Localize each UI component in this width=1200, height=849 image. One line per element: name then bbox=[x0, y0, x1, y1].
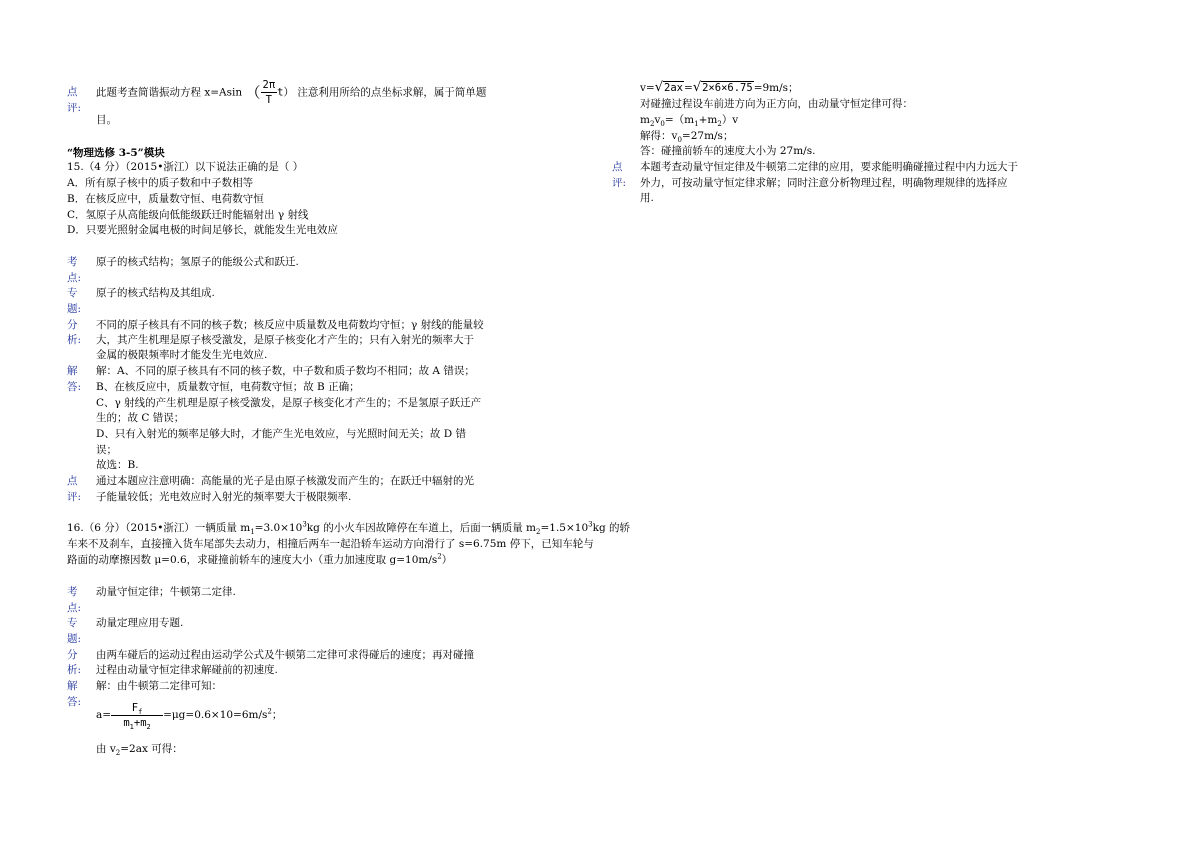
q14-t: t） bbox=[277, 86, 294, 99]
q15-fenxi-label-2: 析: bbox=[67, 334, 82, 346]
q15-jieda-line6: 误； bbox=[96, 444, 117, 456]
q14-fraction-den: T bbox=[265, 94, 272, 106]
q16-accel-formula bbox=[96, 697, 282, 733]
q15-jieda-line2: B、在核反应中，质量数守恒，电荷数守恒；故 B 正确； bbox=[96, 381, 360, 393]
formula-text: m bbox=[123, 716, 130, 729]
comment-label-2: 评: bbox=[67, 102, 82, 114]
q15-zhuanti: 原子的核式结构及其组成. bbox=[96, 287, 215, 299]
formula-text: +m bbox=[698, 114, 718, 126]
q16-zhuanti: 动量定理应用专题. bbox=[96, 617, 184, 629]
formula-text: = bbox=[684, 82, 693, 94]
formula-text: =9m/s； bbox=[753, 82, 799, 94]
q16-fenxi-label-1: 分 bbox=[67, 649, 78, 661]
q15-option-a: A．所有原子核中的质子数和中子数相等 bbox=[67, 177, 254, 189]
velocity-formula bbox=[640, 80, 799, 96]
right-dianping-label-1: 点 bbox=[612, 161, 623, 173]
formula-text: F bbox=[131, 701, 139, 714]
q16-kaodian: 动量守恒定律；牛顿第二定律. bbox=[96, 586, 236, 598]
formula-text: m bbox=[640, 114, 650, 126]
subscript: f bbox=[138, 707, 143, 716]
q14-comment-post: 注意利用所给的点坐标求解，属于简单题 bbox=[297, 86, 487, 99]
formula-text: 解得：v bbox=[640, 130, 678, 142]
q14-comment-line2: 目。 bbox=[96, 114, 117, 126]
q16-zhuanti-label-2: 题: bbox=[67, 633, 82, 645]
formula-text: 由 v bbox=[96, 743, 116, 755]
formula-text: v bbox=[654, 114, 661, 126]
q16-v2-line bbox=[96, 741, 183, 757]
section-title: “物理选修 3-5”模块 bbox=[67, 147, 165, 159]
q16-jieda-label-1: 解 bbox=[67, 680, 78, 692]
q16-zhuanti-label-1: 专 bbox=[67, 617, 78, 629]
subscript: 1 bbox=[250, 528, 255, 537]
q15-fenxi-line3: 金属的极限频率时才能发生光电效应. bbox=[96, 349, 268, 361]
superscript: 3 bbox=[588, 520, 593, 529]
q15-kaodian-label-2: 点: bbox=[67, 272, 82, 284]
q15-option-b: B．在核反应中，质量数守恒、电荷数守恒 bbox=[67, 193, 264, 205]
q14-comment-pre: 此题考查简谐振动方程 x=Asin bbox=[96, 86, 243, 99]
formula-text: +m bbox=[133, 716, 147, 729]
right-dianping-line3: 用. bbox=[640, 192, 654, 204]
formula-text: =27m/s； bbox=[681, 130, 734, 142]
subscript: 2 bbox=[536, 528, 541, 537]
superscript: 2 bbox=[437, 552, 442, 561]
q16-text: 16.（6 分）（2015•浙江）一辆质量 m bbox=[67, 522, 251, 534]
q16-text: =1.5×10 bbox=[540, 522, 589, 534]
q14-comment-line1 bbox=[96, 78, 486, 107]
subscript: 1 bbox=[129, 722, 134, 731]
accel-fraction-num bbox=[111, 701, 163, 716]
q16-jieda-label-2: 答: bbox=[67, 696, 82, 708]
accel-fraction bbox=[111, 701, 163, 730]
formula-text: =2ax 可得： bbox=[120, 743, 183, 755]
superscript: 3 bbox=[302, 520, 307, 529]
superscript: 2 bbox=[267, 707, 272, 716]
right-dianping-line1: 本题考查动量守恒定律及牛顿第二定律的应用，要求能明确碰撞过程中内力远大于 bbox=[640, 161, 1018, 173]
q15-dianping-line2: 子能量较低；光电效应时入射光的频率要大于极限频率. bbox=[96, 491, 352, 503]
sqrt-content-2: 2×6×6.75 bbox=[702, 82, 753, 94]
q15-zhuanti-label-1: 专 bbox=[67, 287, 78, 299]
q16-stem-line2: 车来不及刹车，直接撞入货车尾部失去动力，相撞后两车一起沿轿车运动方向滑行了 s=6.75m 停下，已知车轮与 bbox=[67, 538, 594, 550]
sqrt-sign: √ bbox=[692, 80, 702, 95]
subscript: 2 bbox=[649, 120, 655, 129]
q16-fenxi-label-2: 析: bbox=[67, 664, 82, 676]
subscript: 0 bbox=[677, 136, 682, 145]
right-dianping-label-2: 评: bbox=[612, 177, 627, 189]
q15-zhuanti-label-2: 题: bbox=[67, 303, 82, 315]
q15-dianping-label-1: 点 bbox=[67, 475, 78, 487]
q15-jieda-label-2: 答: bbox=[67, 381, 82, 393]
subscript: 0 bbox=[660, 120, 665, 129]
q15-jieda-line3: C、γ 射线的产生机理是原子核受激发，是原子核变化才产生的；不是氢原子跃迁产 bbox=[96, 397, 482, 409]
q14-fraction-num: 2π bbox=[262, 79, 276, 91]
q16-fenxi-line2: 过程由动量守恒定律求解碰前的初速度. bbox=[96, 664, 278, 676]
q15-dianping-line1: 通过本题应注意明确：高能量的光子是由原子核激发而产生的；在跃迁中辐射的光 bbox=[96, 475, 474, 487]
q15-jieda-line7: 故选：B. bbox=[96, 459, 139, 471]
formula-text: a= bbox=[96, 709, 112, 721]
q15-jieda-line1: 解：A、不同的原子核具有不同的核子数，中子数和质子数均不相同；故 A 错误； bbox=[96, 365, 475, 377]
subscript: 2 bbox=[115, 749, 121, 758]
q16-text: =3.0×10 bbox=[254, 522, 303, 534]
q15-dianping-label-2: 评: bbox=[67, 491, 82, 503]
q15-jieda-line4: 生的；故 C 错误； bbox=[96, 412, 185, 424]
formula-text: v= bbox=[640, 82, 655, 94]
sqrt-sign: √ bbox=[654, 80, 664, 95]
right-dianping-line2: 外力，可按动量守恒定律求解；同时注意分析物理过程，明确物理规律的选择应 bbox=[640, 177, 1008, 189]
q16-text: ） bbox=[441, 554, 453, 566]
q15-stem: 15.（4 分）（2015•浙江）以下说法正确的是（ ） bbox=[67, 161, 304, 173]
momentum-intro: 对碰撞过程设车前进方向为正方向，由动量守恒定律可得： bbox=[640, 98, 913, 110]
momentum-equation bbox=[640, 112, 738, 128]
q15-jieda-line5: D、只有入射光的频率足够大时，才能产生光电效应，与光照时间无关；故 D 错 bbox=[96, 428, 467, 440]
q15-option-d: D．只要光照射金属电极的时间足够长，就能发生光电效应 bbox=[67, 224, 338, 236]
paren-open: （ bbox=[245, 83, 261, 102]
q16-kaodian-label-2: 点: bbox=[67, 602, 82, 614]
accel-fraction-den bbox=[111, 716, 163, 730]
formula-text: ； bbox=[271, 709, 283, 721]
q15-fenxi-line1: 不同的原子核具有不同的核子数；核反应中质量数及电荷数均守恒；γ 射线的能量较 bbox=[96, 319, 484, 331]
q16-stem-line3 bbox=[67, 552, 452, 568]
q16-fenxi-line1: 由两车碰后的运动过程由运动学公式及牛顿第二定律可求得碰后的速度；再对碰撞 bbox=[96, 649, 474, 661]
q15-kaodian-label-1: 考 bbox=[67, 256, 78, 268]
q16-jieda-line1: 解：由牛顿第二定律可知： bbox=[96, 680, 222, 692]
q15-option-c: C．氢原子从高能级向低能级跃迁时能辐射出 γ 射线 bbox=[67, 209, 309, 221]
q15-jieda-label-1: 解 bbox=[67, 365, 78, 377]
q15-fenxi-label-1: 分 bbox=[67, 319, 78, 331]
q16-text: kg 的轿 bbox=[592, 522, 631, 534]
solve-line bbox=[640, 128, 733, 144]
q14-fraction bbox=[261, 78, 278, 107]
q16-text: 路面的动摩擦因数 μ=0.6，求碰撞前轿车的速度大小（重力加速度取 g=10m/s bbox=[67, 554, 438, 566]
q16-kaodian-label-1: 考 bbox=[67, 586, 78, 598]
formula-text: =μg=0.6×10=6m/s bbox=[163, 709, 268, 721]
answer-line: 答：碰撞前轿车的速度大小为 27m/s. bbox=[640, 145, 816, 157]
comment-label-1: 点 bbox=[67, 86, 78, 98]
formula-text: =（m bbox=[664, 114, 695, 126]
q16-stem-line1 bbox=[67, 520, 630, 536]
subscript: 2 bbox=[717, 120, 722, 129]
formula-text: ）v bbox=[721, 114, 739, 126]
subscript: 2 bbox=[146, 722, 151, 731]
q15-fenxi-line2: 大，其产生机理是原子核受激发，是原子核变化才产生的；只有入射光的频率大于 bbox=[96, 334, 474, 346]
q16-text: kg 的小火车因故障停在车道上，后面一辆质量 m bbox=[306, 522, 536, 534]
subscript: 1 bbox=[694, 120, 699, 129]
sqrt-content-1: 2ax bbox=[664, 82, 683, 94]
q15-kaodian: 原子的核式结构；氢原子的能级公式和跃迁. bbox=[96, 256, 299, 268]
